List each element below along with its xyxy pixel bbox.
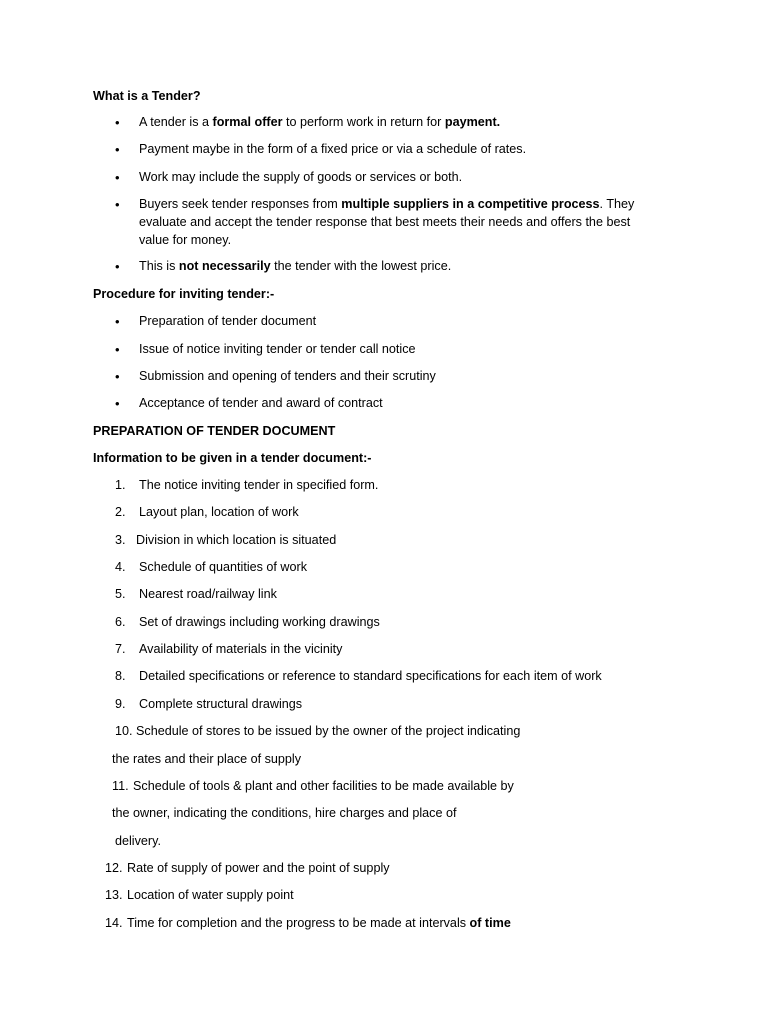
text-run: Schedule of quantities of work <box>139 560 308 574</box>
text-run: Detailed specifications or reference to standard specifications for each item of work <box>139 669 602 683</box>
text-run: A tender is a <box>139 115 213 129</box>
list-item-number: 7. <box>115 642 126 656</box>
text-run: evaluate and accept the tender response that best meets their needs and offers the best <box>139 215 631 229</box>
text-run: Rate of supply of power and the point of supply <box>127 861 390 875</box>
bullet-item-line <box>139 234 231 247</box>
list-item-number: 13. <box>105 888 123 902</box>
list-item-line <box>136 534 336 547</box>
heading-preparation: PREPARATION OF TENDER DOCUMENT <box>93 424 336 438</box>
text-run: value for money. <box>139 233 232 247</box>
bullet-glyph: • <box>115 396 120 411</box>
text-run: This is <box>139 259 179 273</box>
bullet-glyph: • <box>115 197 120 212</box>
text-run: delivery. <box>115 834 161 848</box>
list-item-line <box>133 780 514 793</box>
list-item-number: 14. <box>105 916 123 930</box>
list-item-line <box>127 917 511 930</box>
list-item-line <box>112 753 301 766</box>
text-run: Work may include the supply of goods or services or both. <box>139 170 463 184</box>
list-item-line <box>139 561 307 574</box>
list-item-line <box>139 479 378 492</box>
text-run: Buyers seek tender responses from <box>139 197 342 211</box>
list-item-number: 3. <box>115 533 126 547</box>
text-run: . They <box>599 197 635 211</box>
list-item-line <box>127 889 294 902</box>
bullet-item-line <box>139 198 634 211</box>
bold-text-run: not necessarily <box>178 259 271 273</box>
list-item-line <box>139 643 342 656</box>
bullet-glyph: • <box>115 142 120 157</box>
list-item-number: 4. <box>115 560 126 574</box>
text-run: Schedule of tools & plant and other facilities to be made available by <box>133 779 514 793</box>
procedure-item: Issue of notice inviting tender or tender call notice <box>139 342 416 356</box>
text-run: the owner, indicating the conditions, hire charges and place of <box>112 806 457 820</box>
text-run: Complete structural drawings <box>139 697 303 711</box>
bullet-glyph: • <box>115 314 120 329</box>
list-item-line <box>112 807 456 820</box>
text-run: Payment maybe in the form of a fixed price or via a schedule of rates. <box>139 142 527 156</box>
list-item-number: 8. <box>115 669 126 683</box>
text-run: to perform work in return for <box>282 115 445 129</box>
heading-what-is-tender: What is a Tender? <box>93 89 201 103</box>
list-item-line <box>115 835 161 848</box>
procedure-item: Submission and opening of tenders and their scrutiny <box>139 369 436 383</box>
bullet-glyph: • <box>115 115 120 130</box>
list-item-line <box>136 725 520 738</box>
list-item-number: 10. <box>115 724 133 738</box>
list-item-number: 9. <box>115 697 126 711</box>
text-run: Layout plan, location of work <box>139 505 299 519</box>
text-run: Set of drawings including working drawings <box>139 615 380 629</box>
bullet-item-line <box>139 260 451 273</box>
text-run: The notice inviting tender in specified form. <box>139 478 379 492</box>
bold-text-run: payment. <box>444 115 501 129</box>
list-item-line <box>139 506 299 519</box>
text-run: the tender with the lowest price. <box>270 259 452 273</box>
bullet-item-line <box>139 171 462 184</box>
bold-text-run: of time <box>469 916 511 930</box>
procedure-item: Acceptance of tender and award of contract <box>139 396 383 410</box>
bullet-item-line <box>139 116 500 129</box>
list-item-number: 5. <box>115 587 126 601</box>
list-item-number: 1. <box>115 478 126 492</box>
bullet-glyph: • <box>115 170 120 185</box>
list-item-line <box>127 862 390 875</box>
bullet-glyph: • <box>115 259 120 274</box>
subheading-information: Information to be given in a tender document:- <box>93 451 372 465</box>
list-item-line <box>139 616 380 629</box>
text-run: Schedule of stores to be issued by the owner of the project indicating <box>136 724 521 738</box>
text-run: Availability of materials in the vicinity <box>139 642 343 656</box>
procedure-item: Preparation of tender document <box>139 314 317 328</box>
heading-procedure: Procedure for inviting tender:- <box>93 287 275 301</box>
list-item-number: 6. <box>115 615 126 629</box>
text-run: Location of water supply point <box>127 888 294 902</box>
text-run: Division in which location is situated <box>136 533 337 547</box>
bold-text-run: formal offer <box>212 115 283 129</box>
bold-text-run: multiple suppliers in a competitive process <box>341 197 600 211</box>
bullet-item-line <box>139 216 630 229</box>
text-run: Time for completion and the progress to be made at intervals <box>127 916 470 930</box>
bullet-glyph: • <box>115 342 120 357</box>
text-run: the rates and their place of supply <box>112 752 302 766</box>
list-item-line <box>139 588 277 601</box>
text-run: Nearest road/railway link <box>139 587 277 601</box>
bullet-glyph: • <box>115 369 120 384</box>
list-item-line <box>139 670 602 683</box>
bullet-item-line <box>139 143 526 156</box>
list-item-number: 12. <box>105 861 123 875</box>
list-item-number: 11. <box>112 779 129 793</box>
list-item-number: 2. <box>115 505 126 519</box>
list-item-line <box>139 698 302 711</box>
